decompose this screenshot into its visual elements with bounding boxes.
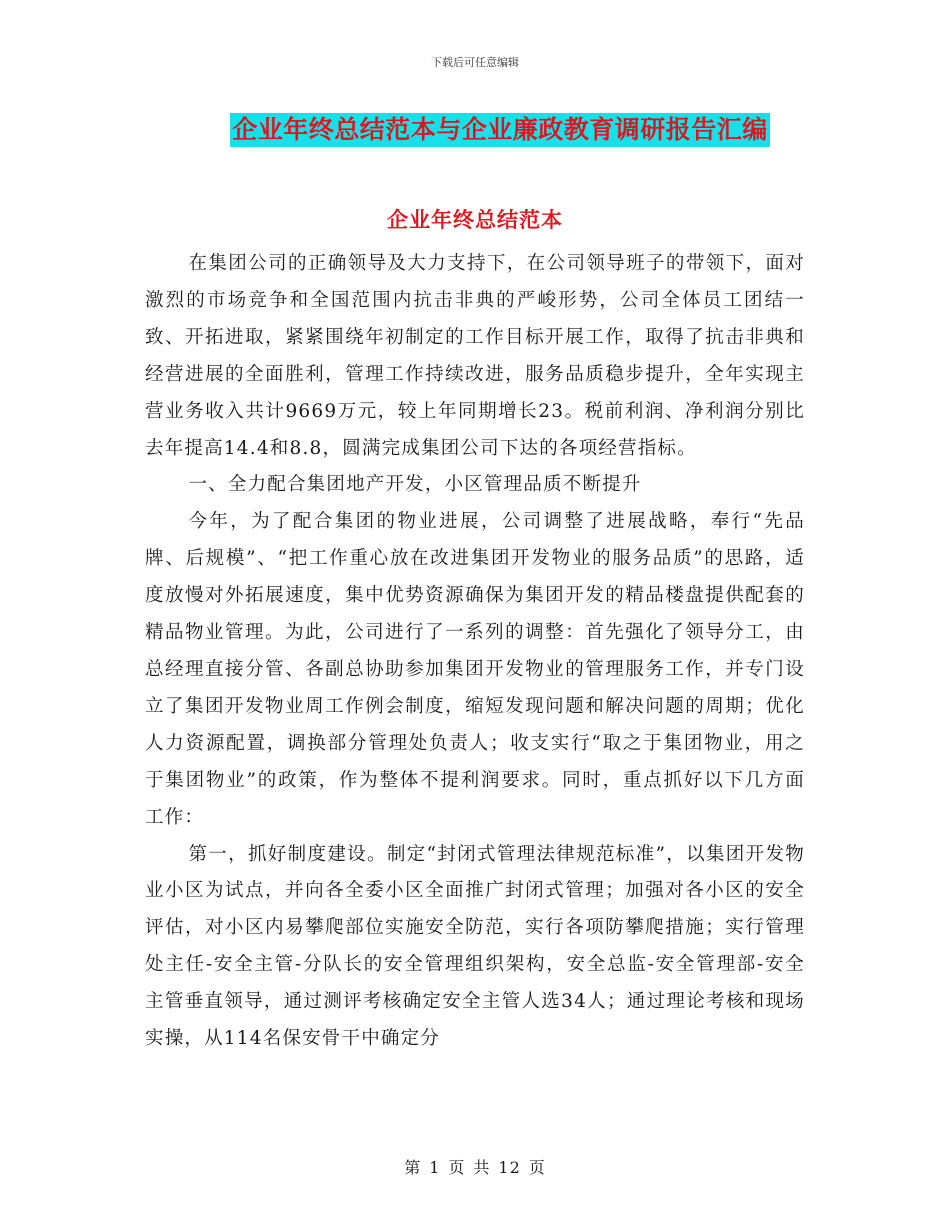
header-note: 下载后可任意编辑 (431, 56, 519, 69)
footer-total-unit: 页 (528, 1158, 546, 1177)
paragraph-heading-one: 一、全力配合集团地产开发，小区管理品质不断提升 (188, 474, 642, 496)
document-title: 企业年终总结范本与企业廉政教育调研报告汇编 (230, 113, 770, 147)
footer-total-label: 共 (473, 1158, 491, 1177)
body-text (145, 246, 805, 1058)
paragraph-strategy: 今年，为了配合集团的物业进展，公司调整了进展战略，奉行“先品牌、后规模”、“把工作重心放在改进集团开发物业的服务品质”的思路，适度放慢对外拓展速度，集中优势资源确保为集团开发的精品楼盘提供配套的精品物业管理。为此，公司进行了一系列的调整：首先强化了领导分工，由总经理直接分管、各副总协助参加集团开发物业的管理服务工作，并专门设立了集团开发物业周工作例会制度，缩短发现问题和解决问题的周期；优化人力资源配置，调换部分管理处负责人；收支实行“取之于集团物业，用之于集团物业”的政策，作为整体不提利润要求。同时，重点抓好以下几方面工作： (145, 511, 805, 828)
footer-page-number: 1 (429, 1158, 441, 1177)
paragraph-first-point: 第一，抓好制度建设。制定“封闭式管理法律规范标准”，以集团开发物业小区为试点，并向各全委小区全面推广封闭式管理；加强对各小区的安全评估，对小区内易攀爬部位实施安全防范，实行各项防攀爬措施；实行管理处主任-安全主管-分队长的安全管理组织架构，安全总监-安全管理部-安全主管垂直领导，通过测评考核确定安全主管人选34人；通过理论考核和现场实操，从114名保安骨干中确定分 (145, 843, 805, 1050)
footer-total-pages: 12 (498, 1158, 521, 1177)
paragraph-intro: 在集团公司的正确领导及大力支持下，在公司领导班子的带领下，面对激烈的市场竞争和全国范围内抗击非典的严峻形势，公司全体员工团结一致、开拓进取，紧紧围绕年初制定的工作目标开展工作，取得了抗击非典和经营进展的全面胜利，管理工作持续改进，服务品质稳步提升，全年实现主营业务收入共计9669万元，较上年同期增长23。税前利润、净利润分别比去年提高14.4和8.8，圆满完成集团公司下达的各项经营指标。 (145, 253, 805, 459)
section-title: 企业年终总结范本 (387, 207, 563, 232)
footer-page-label: 第 (404, 1158, 422, 1177)
footer-page-unit: 页 (448, 1158, 466, 1177)
page-footer (0, 1155, 950, 1178)
document-title-row (0, 113, 950, 147)
